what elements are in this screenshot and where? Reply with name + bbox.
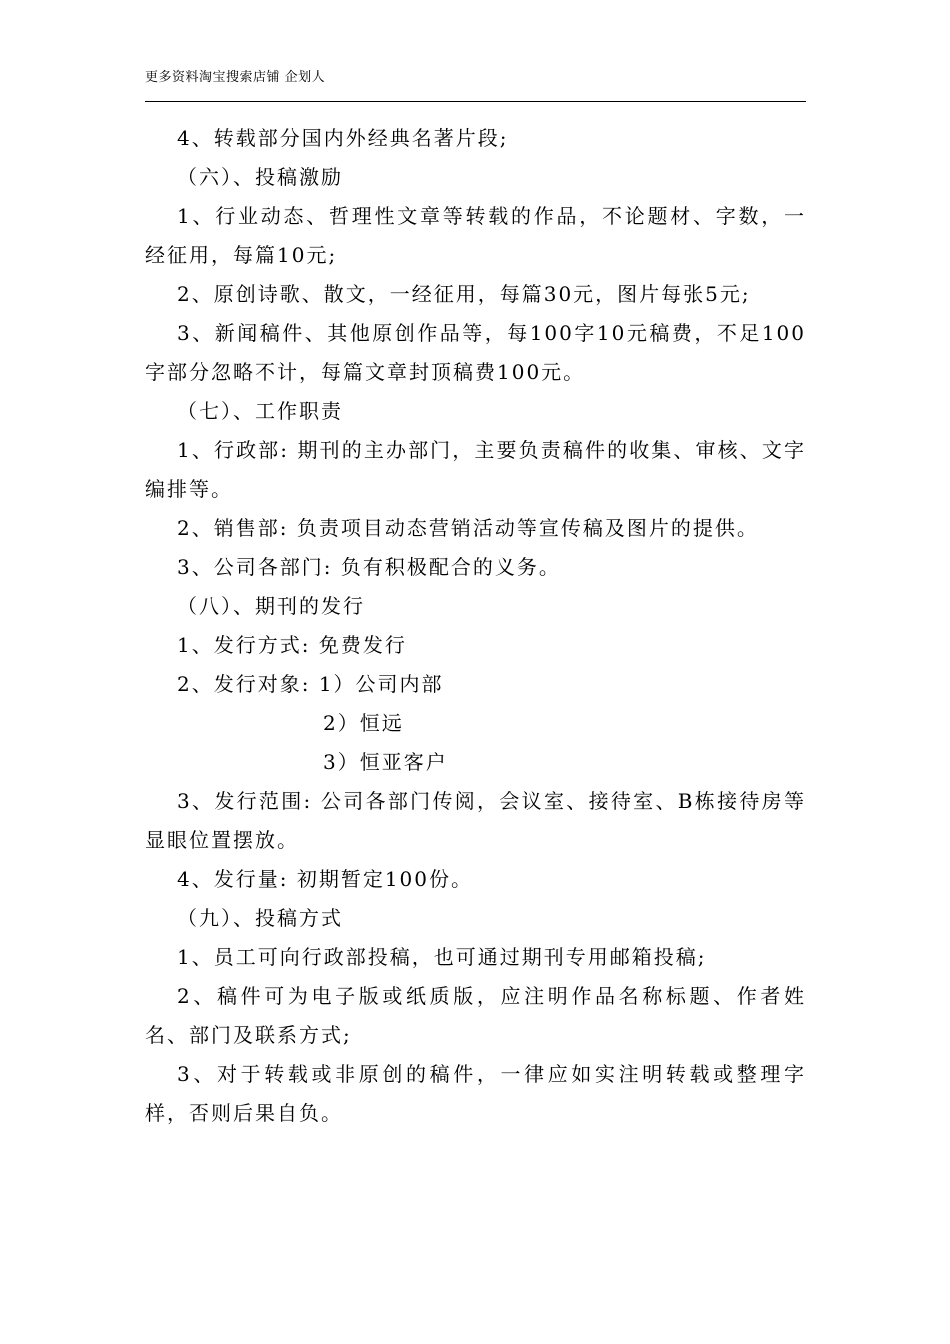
paragraph-responsibility-1: 1、行政部: 期刊的主办部门，主要负责稿件的收集、审核、文字编排等。	[145, 438, 806, 501]
paragraph-submission-1: 1、员工可向行政部投稿，也可通过期刊专用邮箱投稿;	[177, 945, 707, 969]
paragraph-incentive-1: 1、行业动态、哲理性文章等转载的作品，不论题材、字数，一经征用，每篇10元;	[145, 204, 806, 267]
page-header: 更多资料淘宝搜索店铺 企划人	[145, 70, 326, 85]
document-body	[145, 119, 806, 1133]
paragraph-reprint-classics: 4、转载部分国内外经典名著片段;	[177, 126, 509, 150]
paragraph-distribution-targets: 2、发行对象: 1）公司内部	[177, 672, 444, 696]
section-heading-submission-methods: （九）、投稿方式	[177, 906, 343, 930]
section-heading-distribution: （八）、期刊的发行	[177, 594, 365, 618]
paragraph-responsibility-2: 2、销售部: 负责项目动态营销活动等宣传稿及图片的提供。	[177, 516, 759, 540]
paragraph-distribution-scope: 3、发行范围: 公司各部门传阅，会议室、接待室、B栋接待房等显眼位置摆放。	[145, 789, 806, 852]
header-divider	[145, 101, 806, 102]
paragraph-submission-3: 3、对于转载或非原创的稿件，一律应如实注明转载或整理字样，否则后果自负。	[145, 1062, 806, 1125]
paragraph-responsibility-3: 3、公司各部门: 负有积极配合的义务。	[177, 555, 561, 579]
section-heading-submission-incentives: （六）、投稿激励	[177, 165, 343, 189]
paragraph-distribution-target-2: 2）恒远	[323, 711, 404, 735]
paragraph-distribution-method: 1、发行方式: 免费发行	[177, 633, 407, 657]
section-heading-responsibilities: （七）、工作职责	[177, 399, 343, 423]
paragraph-distribution-target-3: 3）恒亚客户	[323, 750, 448, 774]
paragraph-incentive-3: 3、新闻稿件、其他原创作品等，每100字10元稿费，不足100字部分忽略不计，每篇文章封顶稿费100元。	[145, 321, 806, 384]
paragraph-submission-2: 2、稿件可为电子版或纸质版，应注明作品名称标题、作者姓名、部门及联系方式;	[145, 984, 806, 1047]
paragraph-incentive-2: 2、原创诗歌、散文，一经征用，每篇30元，图片每张5元;	[177, 282, 751, 306]
paragraph-distribution-quantity: 4、发行量: 初期暂定100份。	[177, 867, 473, 891]
